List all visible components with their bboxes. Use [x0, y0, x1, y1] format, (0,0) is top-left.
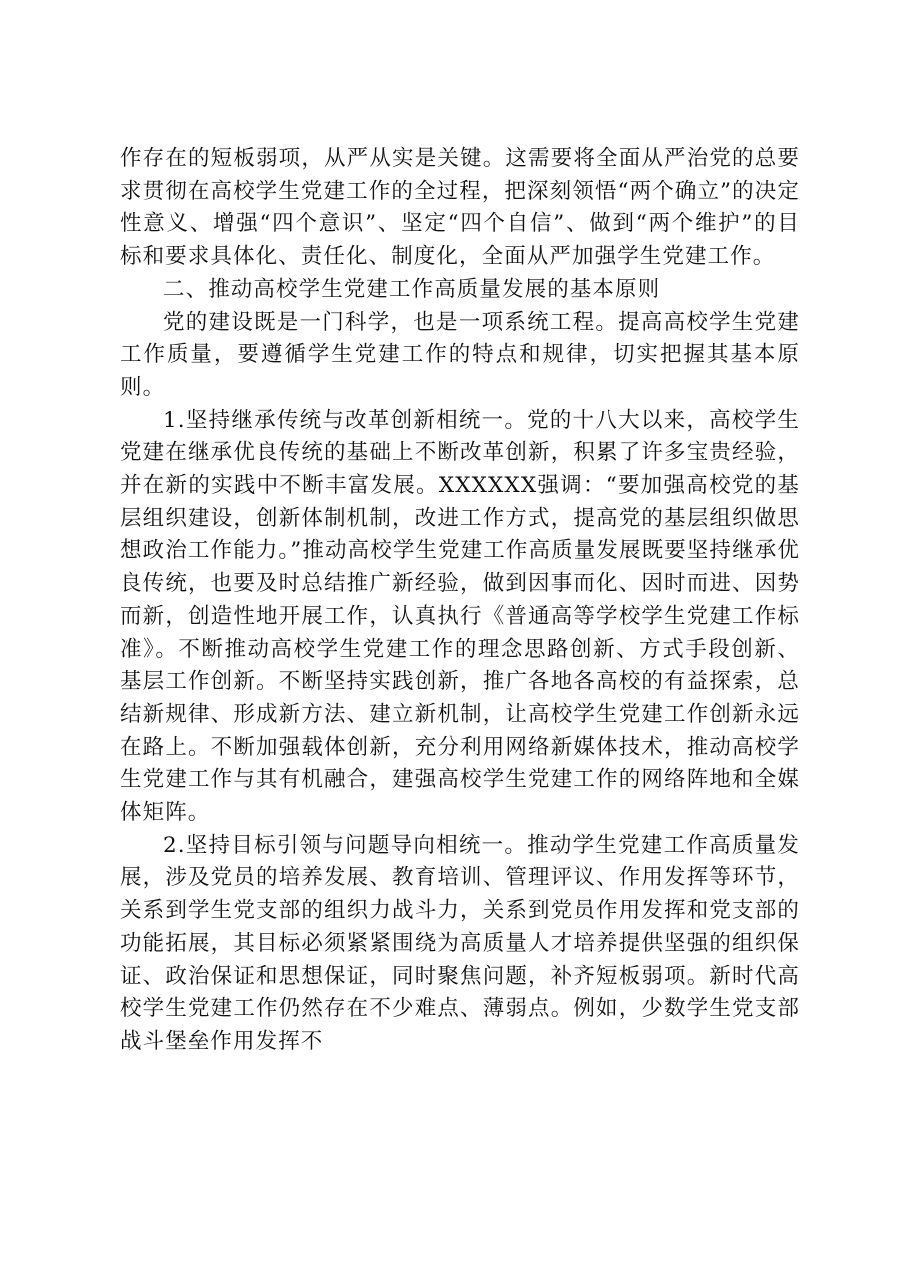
- paragraph-principle-2: 2.坚持目标引领与问题导向相统一。推动学生党建工作高质量发展，涉及党员的培养发展、教育培训、管理评议、作用发挥等环节，关系到学生党支部的组织力战斗力，关系到党员作用发挥和党支部的功能拓展，其目标必须紧紧围绕为高质量人才培养提供坚强的组织保证、政治保证和思想保证，同时聚焦问题，补齐短板弱项。新时代高校学生党建工作仍然存在不少难点、薄弱点。例如，少数学生党支部战斗堡垒作用发挥不: [120, 832, 800, 1054]
- paragraph-principle-1: 1.坚持继承传统与改革创新相统一。党的十八大以来，高校学生党建在继承优良传统的基础上不断改革创新，积累了许多宝贵经验，并在新的实践中不断丰富发展。XXXXXX强调：“要加强高校党的基层组织建设，创新体制机制，改进工作方式，提高党的基层组织做思想政治工作能力。”推动高校学生党建工作高质量发展既要坚持继承优良传统，也要及时总结推广新经验，做到因事而化、因时而进、因势而新，创造性地开展工作，认真执行《普通高等学校学生党建工作标准》。不断推动高校学生党建工作的理念思路创新、方式手段创新、基层工作创新。不断坚持实践创新，推广各地各高校的有益探索，总结新规律、形成新方法、建立新机制，让高校学生党建工作创新永远在路上。不断加强载体创新，充分利用网络新媒体技术，推动高校学生党建工作与其有机融合，建强高校学生党建工作的网络阵地和全媒体矩阵。: [120, 407, 800, 826]
- paragraph-continuation: 作存在的短板弱项，从严从实是关键。这需要将全面从严治党的总要求贯彻在高校学生党建工作的全过程，把深刻领悟“两个确立”的决定性意义、增强“四个意识”、坚定“四个自信”、做到“两个维护”的目标和要求具体化、责任化、制度化，全面从严加强学生党建工作。: [120, 146, 800, 270]
- document-body: [120, 143, 800, 1059]
- section-heading: 二、推动高校学生党建工作高质量发展的基本原则: [163, 276, 661, 302]
- paragraph-principles-intro: 党的建设既是一门科学，也是一项系统工程。提高高校学生党建工作质量，要遵循学生党建工作的特点和规律，切实把握其基本原则。: [120, 309, 800, 400]
